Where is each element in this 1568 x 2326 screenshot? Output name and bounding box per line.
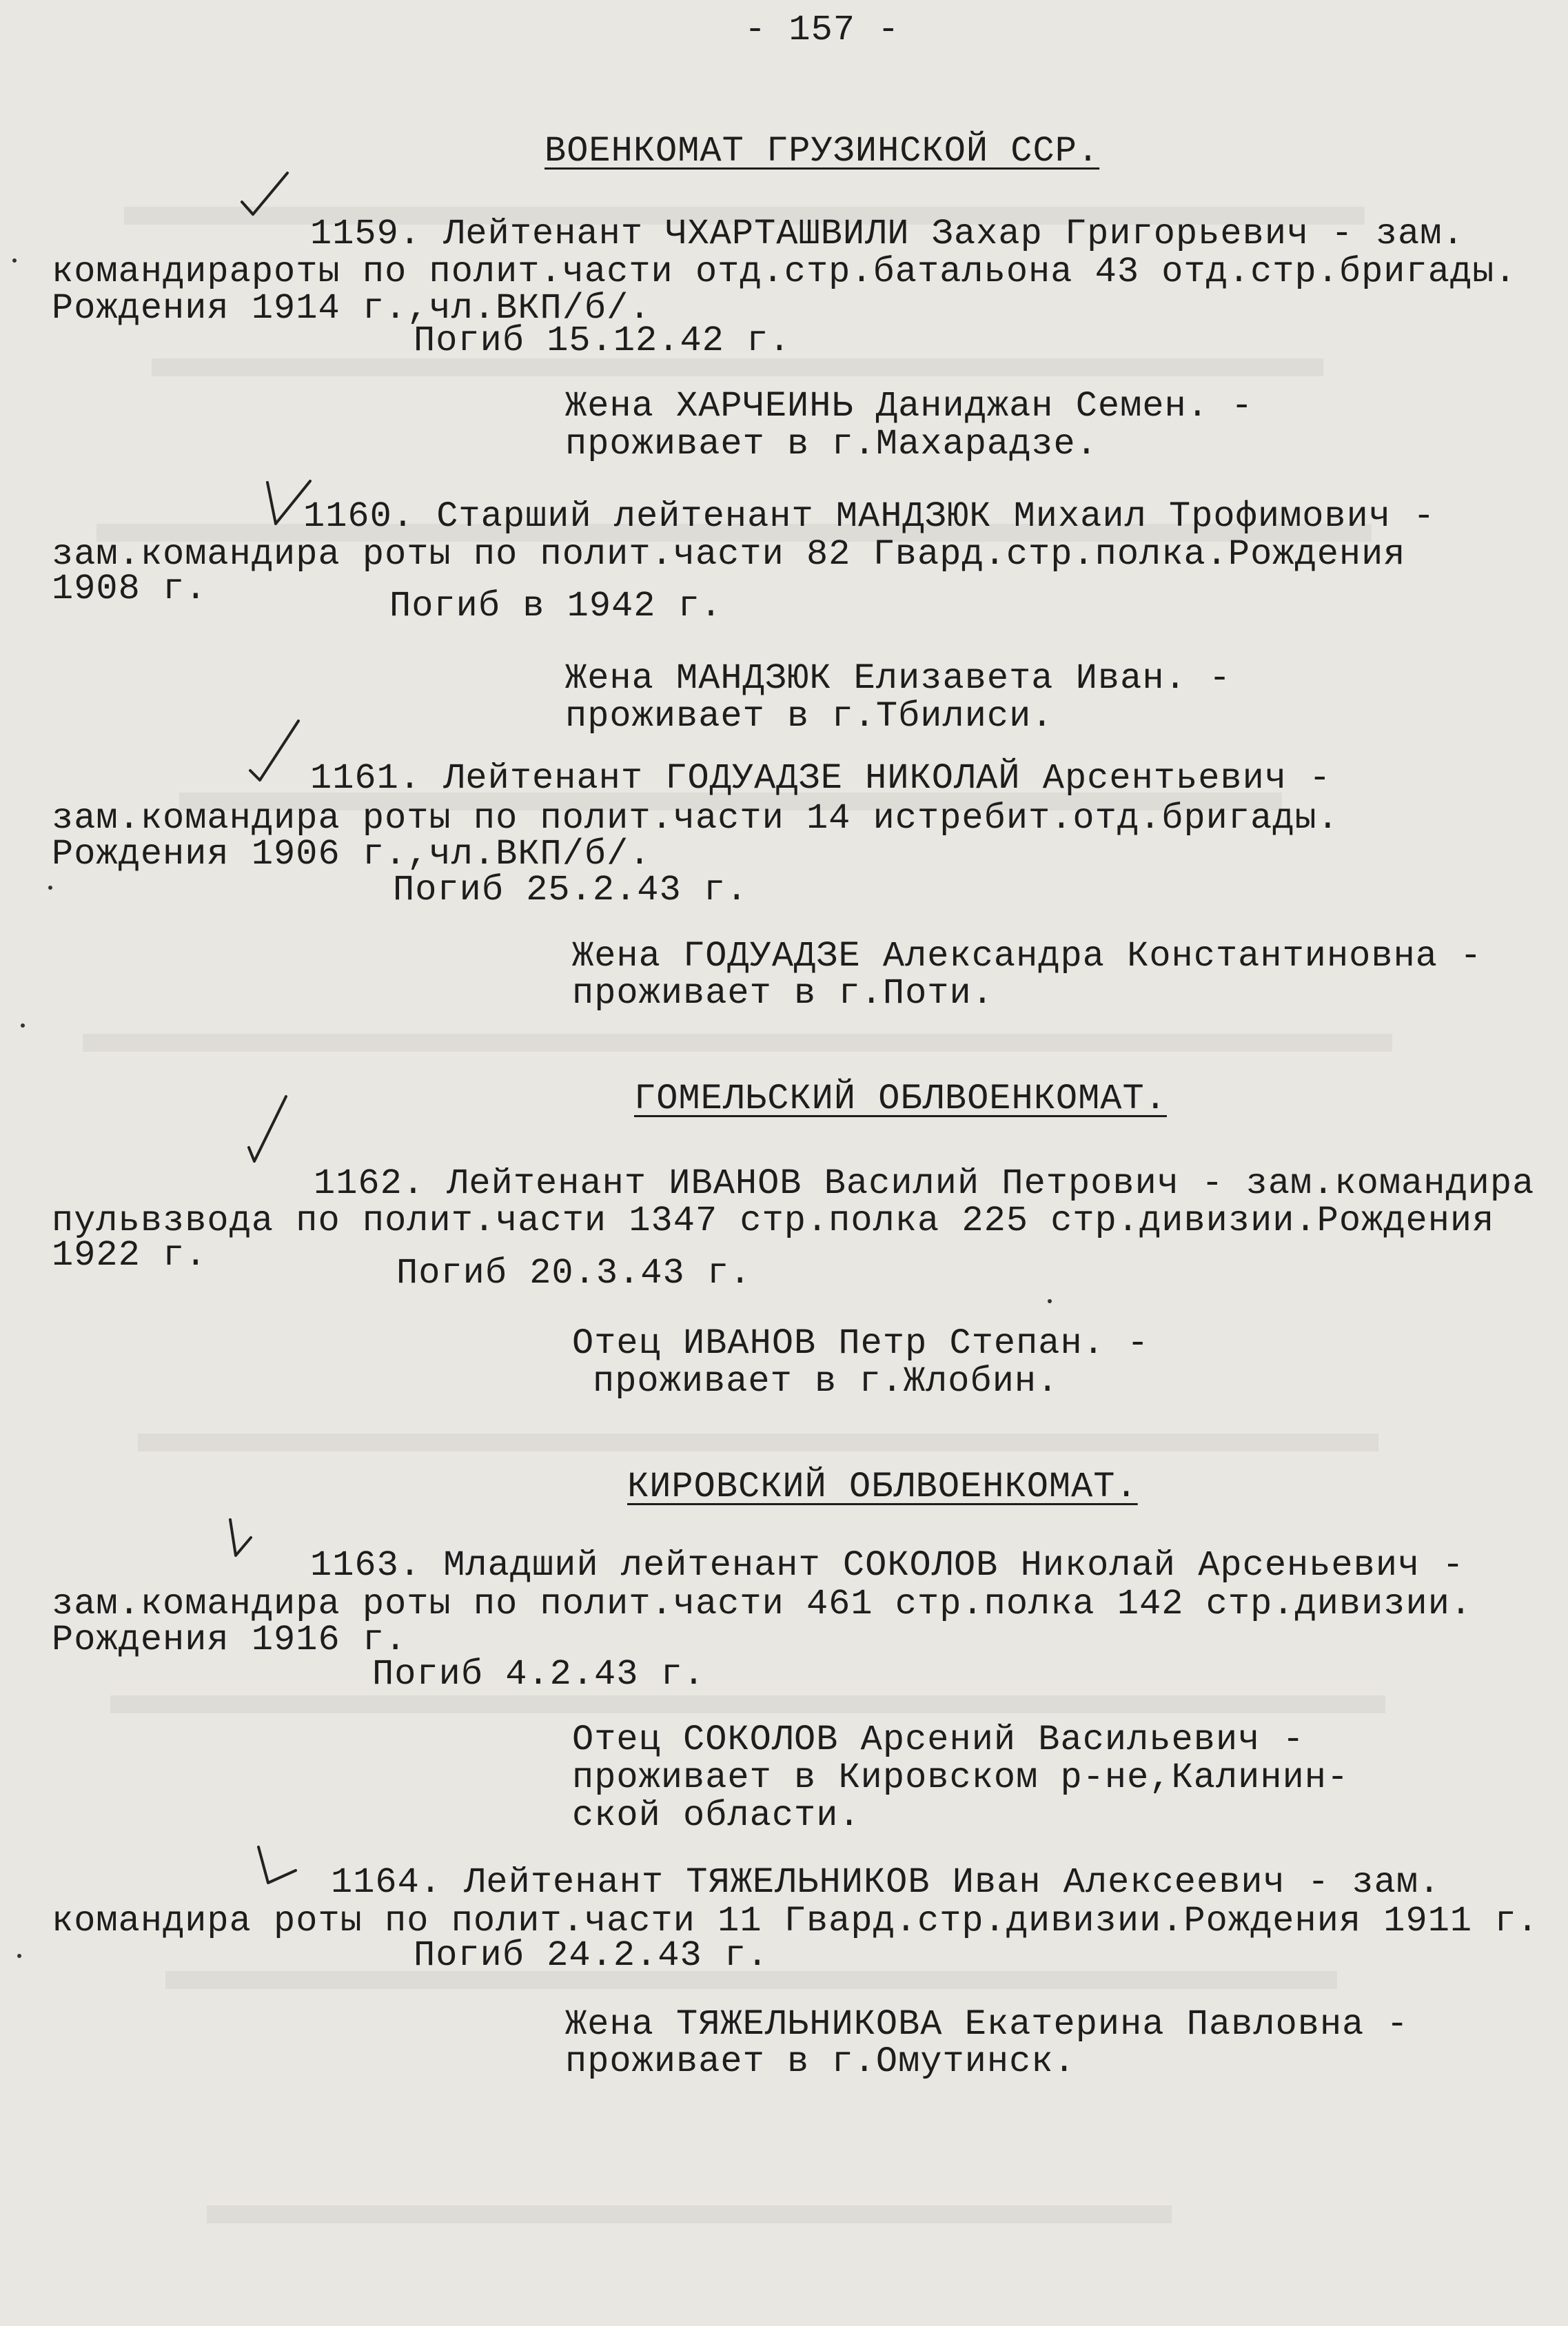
entry-line: зам.командира роты по полит.части 14 истребит.отд.бригады.	[52, 798, 1339, 839]
death-record: Погиб в 1942 г.	[389, 586, 723, 626]
section-heading: ВОЕНКОМАТ ГРУЗИНСКОЙ ССР.	[544, 131, 1100, 172]
checkmark-icon	[245, 1092, 293, 1168]
relative-line: ской области.	[572, 1795, 861, 1836]
entry-line: Рождения 1914 г.,чл.ВКП/б/.	[52, 288, 651, 329]
relative-line: Жена ГОДУАДЗЕ Александра Константиновна -	[572, 936, 1483, 977]
death-record: Погиб 15.12.42 г.	[414, 320, 791, 361]
relative-line: проживает в Кировском р-не,Калинин-	[572, 1757, 1350, 1798]
relative-line: проживает в г.Тбилиси.	[565, 696, 1054, 737]
checkmark-icon	[221, 1513, 262, 1568]
relative-line: Отец ИВАНОВ Петр Степан. -	[572, 1323, 1150, 1364]
entry-line: 1159. Лейтенант ЧХАРТАШВИЛИ Захар Григорьевич - зам.	[310, 214, 1465, 254]
death-record: Погиб 4.2.43 г.	[372, 1654, 706, 1695]
entry-line: 1160. Старший лейтенант МАНДЗЮК Михаил Трофимович -	[303, 496, 1436, 537]
entry-line: зам.командира роты по полит.части 82 Гвард.стр.полка.Рождения	[52, 534, 1406, 575]
checkmark-icon	[245, 717, 314, 786]
relative-line: проживает в г.Поти.	[572, 973, 994, 1014]
checkmark-icon	[252, 1840, 307, 1895]
relative-line: Жена МАНДЗЮК Елизавета Иван. -	[565, 658, 1232, 699]
death-record: Погиб 24.2.43 г.	[414, 1935, 769, 1976]
entry-line: зам.командира роты по полит.части 461 стр.полка 142 стр.дивизии.	[52, 1584, 1473, 1624]
entry-line: пульвзвода по полит.части 1347 стр.полка 225 стр.дивизии.Рождения	[52, 1201, 1495, 1241]
entry-line: 1922 г.	[52, 1235, 207, 1276]
entry-line: 1163. Младший лейтенант СОКОЛОВ Николай Арсеньевич -	[310, 1545, 1465, 1586]
relative-line: Жена ТЯЖЕЛЬНИКОВА Екатерина Павловна -	[565, 2004, 1409, 2045]
entry-line: Рождения 1916 г.	[52, 1620, 407, 1660]
entry-line: командира роты по полит.части 11 Гвард.стр.дивизии.Рождения 1911 г.	[52, 1901, 1539, 1941]
entry-line: командирароты по полит.части отд.стр.батальона 43 отд.стр.бригады.	[52, 252, 1517, 292]
entry-line: 1161. Лейтенант ГОДУАДЗЕ НИКОЛАЙ Арсентьевич -	[310, 758, 1332, 799]
death-record: Погиб 20.3.43 г.	[396, 1253, 752, 1294]
entry-line: 1908 г.	[52, 569, 207, 609]
relative-line: проживает в г.Омутинск.	[565, 2041, 1076, 2082]
death-record: Погиб 25.2.43 г.	[393, 870, 749, 910]
section-heading: ГОМЕЛЬСКИЙ ОБЛВОЕНКОМАТ.	[634, 1079, 1167, 1119]
relative-line: проживает в г.Махарадзе.	[565, 424, 1098, 465]
relative-line: Жена ХАРЧЕИНЬ Даниджан Семен. -	[565, 386, 1254, 427]
page-number: - 157 -	[744, 10, 900, 50]
entry-line: Рождения 1906 г.,чл.ВКП/б/.	[52, 834, 651, 875]
relative-line: проживает в г.Жлобин.	[593, 1361, 1059, 1402]
entry-line: 1162. Лейтенант ИВАНОВ Василий Петрович - зам.командира	[314, 1163, 1535, 1204]
checkmark-icon	[238, 169, 293, 224]
section-heading: КИРОВСКИЙ ОБЛВОЕНКОМАТ.	[627, 1467, 1138, 1507]
entry-line: 1164. Лейтенант ТЯЖЕЛЬНИКОВ Иван Алексеевич - зам.	[331, 1862, 1441, 1903]
relative-line: Отец СОКОЛОВ Арсений Васильевич -	[572, 1720, 1305, 1760]
